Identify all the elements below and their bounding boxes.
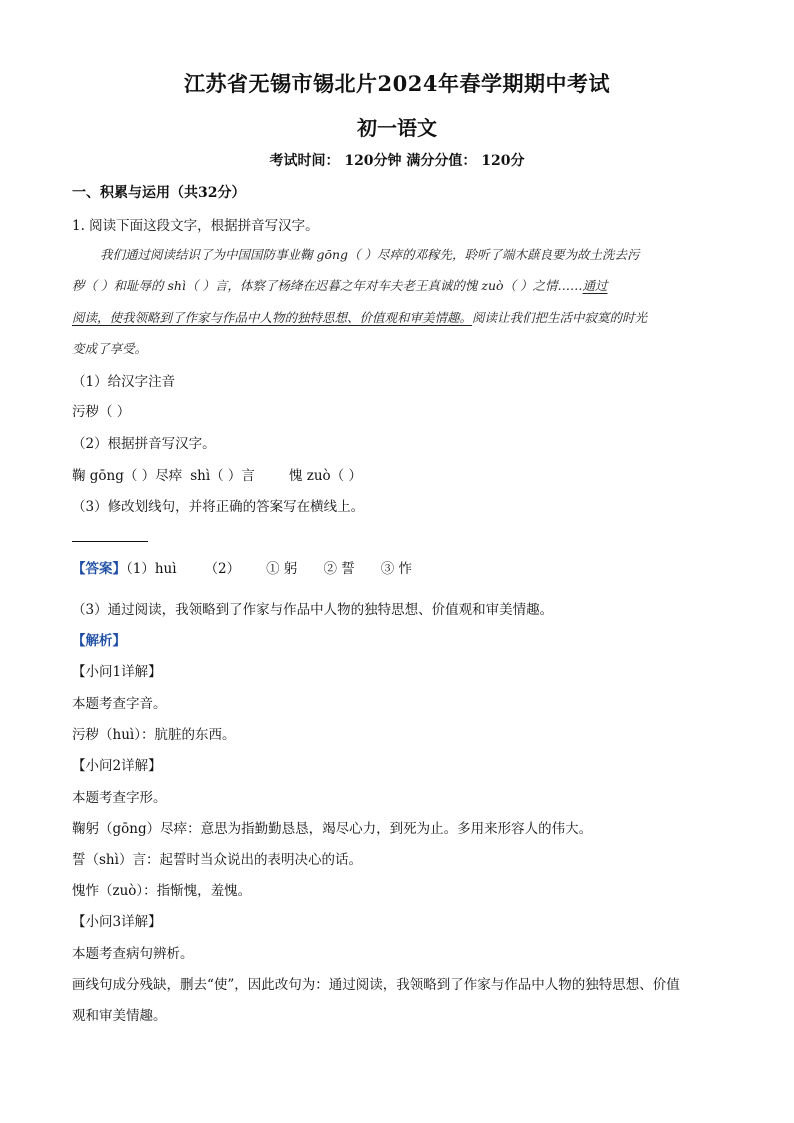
answer-choice-2: ② 誓 xyxy=(323,561,355,577)
analysis-2-line-2: 鞠躬（gōng）尽瘁：意思为指勤勤恳恳，竭尽心力，到死为止。多用来形容人的伟大。 xyxy=(72,821,593,837)
analysis-3-line-2: 画线句成分残缺，删去“使”，因此改句为：通过阅读，我领略到了作家与作品中人物的独特思想、价值 xyxy=(72,977,680,993)
answer-choice-1: ① 躬 xyxy=(266,561,298,577)
analysis-heading-3: 【小问3详解】 xyxy=(72,914,162,930)
answer-part-1: （1）huì xyxy=(126,561,177,577)
sub-question-2-item-b: shì（ ）言 xyxy=(190,468,255,484)
answer-part-3: （3）通过阅读，我领略到了作家与作品中人物的独特思想、价值观和审美情趣。 xyxy=(72,602,554,618)
sub-question-3: （3）修改划线句，并将正确的答案写在横线上。 xyxy=(72,499,365,515)
document-subtitle: 初一语文 xyxy=(357,116,437,140)
answer-choice-3: ③ 怍 xyxy=(380,561,413,577)
analysis-1-line-1: 本题考查字音。 xyxy=(72,696,167,712)
document-title: 江苏省无锡市锡北片2024年春学期期中考试 xyxy=(184,71,610,96)
analysis-2-line-4: 愧怍（zuò）：指惭愧，羞愧。 xyxy=(72,883,252,899)
answer-tag: 【答案】 xyxy=(72,561,126,577)
answer-blank-line xyxy=(72,541,148,542)
passage-line-2 xyxy=(72,276,608,294)
analysis-2-line-3: 誓（shì）言：起誓时当众说出的表明决心的话。 xyxy=(72,852,362,868)
sub-question-2-item-a: 鞠 gōng（ ）尽瘁 xyxy=(72,468,183,484)
passage-line-4: 变成了享受。 xyxy=(72,341,148,356)
analysis-heading-2: 【小问2详解】 xyxy=(72,758,162,774)
sub-question-2-item-c: 愧 zuò（ ） xyxy=(288,468,362,484)
passage-line-3 xyxy=(72,308,647,326)
passage-underlined-sentence: 阅读，使我领略到了作家与作品中人物的独特思想、价值观和审美情趣。 xyxy=(72,310,473,325)
section-heading: 一、积累与运用（共32分） xyxy=(72,185,246,201)
exam-info: 考试时间： 120分钟 满分分值： 120分 xyxy=(269,153,525,169)
analysis-3-line-1: 本题考查病句辨析。 xyxy=(72,946,194,962)
analysis-2-line-1: 本题考查字形。 xyxy=(72,790,167,806)
question-prompt: 1. 阅读下面这段文字，根据拼音写汉字。 xyxy=(72,218,319,234)
sub-question-1: （1）给汉字注音 xyxy=(72,374,176,390)
passage-line-1: 我们通过阅读结识了为中国国防事业鞠 gōng（ ）尽瘁的邓稼先，聆听了端木蕻良要为故土洗去污 xyxy=(100,247,640,262)
analysis-1-line-2: 污秽（huì）：肮脏的东西。 xyxy=(72,727,236,743)
sub-question-2-items xyxy=(72,464,362,484)
passage-line-3-rest: 阅读让我们把生活中寂寞的时光 xyxy=(472,310,648,325)
passage-line-2-text: 秽（ ）和耻辱的 shì（ ）言，体察了杨绛在迟暮之年对车夫老王真诚的愧 zuò（ ）之情…… xyxy=(72,278,583,293)
sub-question-1-item: 污秽（ ） xyxy=(72,404,131,420)
answer-line xyxy=(72,557,412,577)
analysis-tag: 【解析】 xyxy=(72,633,126,649)
answer-part-2: （2） xyxy=(204,561,241,577)
sub-question-2: （2）根据拼音写汉字。 xyxy=(72,436,216,452)
analysis-heading-1: 【小问1详解】 xyxy=(72,664,162,680)
passage-underline-start: 通过 xyxy=(582,278,608,293)
analysis-3-line-3: 观和审美情趣。 xyxy=(72,1008,167,1024)
